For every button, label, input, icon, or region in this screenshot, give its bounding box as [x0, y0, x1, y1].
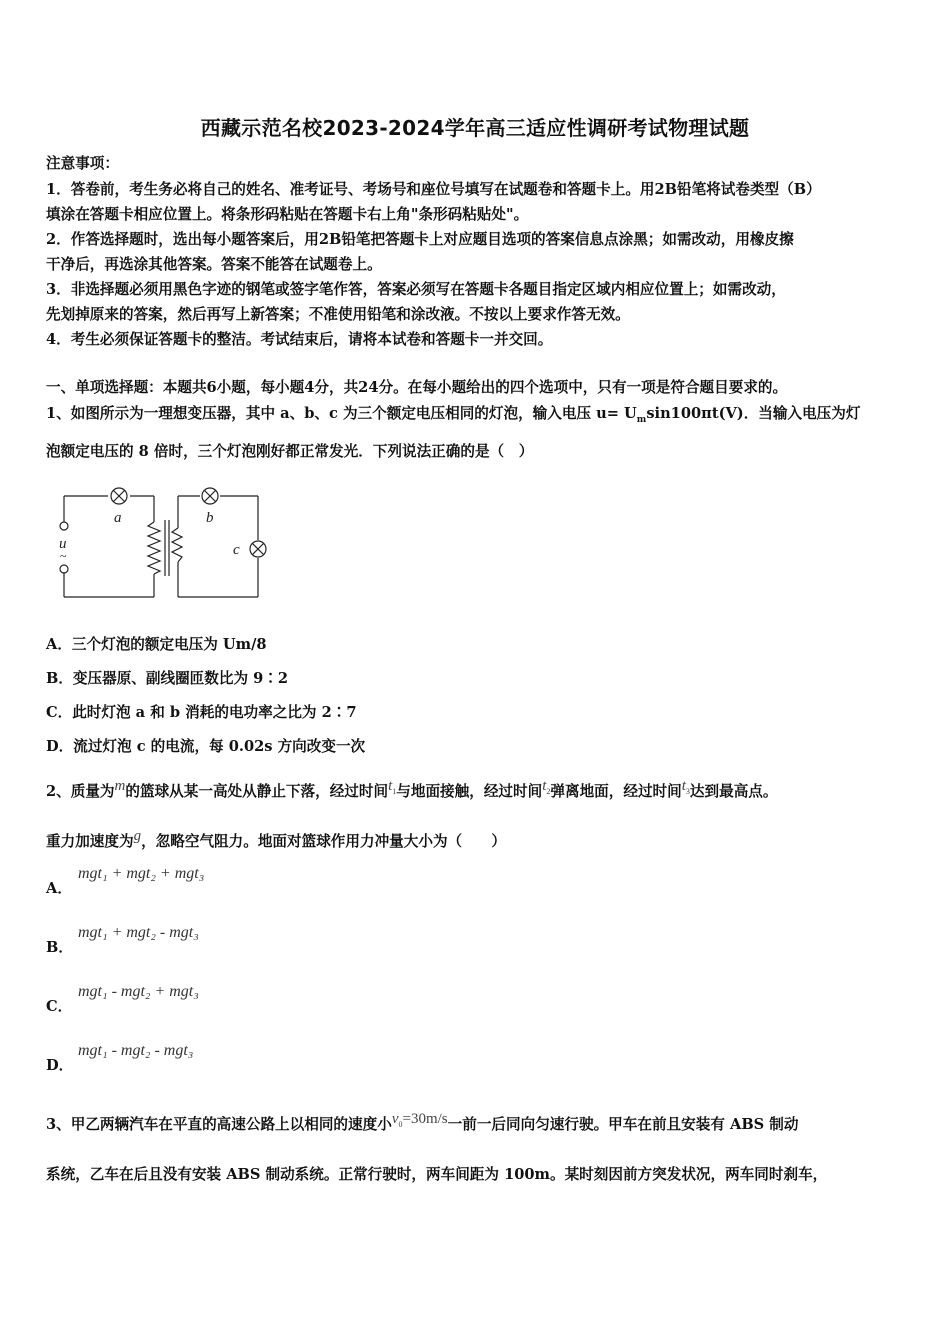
q1-stem-line-1: 1、如图所示为一理想变压器，其中 a、b、c 为三个额定电压相同的灯泡，输入电压 $u= U_m\sin 100\pi t(V)$．当输入电压为灯 [46, 405, 861, 425]
q1-option-a[interactable]: A．三个灯泡的额定电压为 Um/8 [46, 636, 267, 653]
q1-stem-line-2: 泡额定电压的 8 倍时，三个灯泡刚好都正常发光．下列说法正确的是（ ） [46, 443, 534, 460]
q3-stem-line-1: 3、甲乙两辆汽车在平直的高速公路上以相同的速度小$v_0=30m/s$一前一后同向匀速行驶。甲车在前且安装有 ABS 制动 [46, 1111, 799, 1133]
q3-stem-line-2: 系统，乙车在后且没有安装 ABS 制动系统。正常行驶时，两车间距为 100m。某时刻因前方突发状况，两车同时刹车， [46, 1166, 828, 1183]
notice-line-1: 1．答卷前，考生务必将自己的姓名、准考证号、考场号和座位号填写在试题卷和答题卡上。用2B铅笔将试卷类型（B） [46, 181, 821, 198]
label-b: b [206, 510, 214, 526]
notice-line-7: 4．考生必须保证答题卡的整洁。考试结束后，请将本试卷和答题卡一并交回。 [46, 331, 553, 348]
q2-stem-line-2: 重力加速度为g，忽略空气阻力。地面对篮球作用力冲量大小为（ ） [46, 828, 506, 850]
label-u: u [59, 536, 67, 552]
q1-option-b[interactable]: B．变压器原、副线圈匝数比为 9∶2 [46, 670, 289, 687]
q2-option-c-expr[interactable]: mgt₁ - mgt₂ + mgt₃ [78, 983, 199, 1000]
notice-line-2: 填涂在答题卡相应位置上。将条形码粘贴在答题卡右上角"条形码粘贴处"。 [46, 206, 529, 223]
lamp-c-icon [250, 541, 266, 557]
label-ac: ~ [60, 549, 67, 563]
q2-option-a-label[interactable]: A． [46, 880, 72, 897]
lamp-b-icon [202, 488, 218, 504]
q2-option-b-label[interactable]: B． [46, 939, 73, 956]
notice-line-6: 先划掉原来的答案，然后再写上新答案；不准使用铅笔和涂改液。不按以上要求作答无效。 [46, 306, 630, 323]
label-a: a [114, 510, 122, 526]
page-title: 西藏示范名校2023-2024学年高三适应性调研考试物理试题 [200, 116, 750, 140]
q1-option-c[interactable]: C．此时灯泡 a 和 b 消耗的电功率之比为 2∶7 [46, 704, 357, 721]
section-heading: 一、单项选择题：本题共6小题，每小题4分，共24分。在每小题给出的四个选项中，只有一项是符合题目要求的。 [46, 379, 788, 396]
notice-heading: 注意事项： [46, 155, 119, 172]
q1-option-d[interactable]: D．流过灯泡 c 的电流，每 0.02s 方向改变一次 [46, 738, 366, 755]
q2-option-d-expr[interactable]: mgt₁ - mgt₂ - mgt₃ [78, 1042, 194, 1059]
q2-option-a-expr[interactable]: mgt₁ + mgt₂ + mgt₃ [78, 865, 205, 882]
q2-option-c-label[interactable]: C． [46, 998, 73, 1015]
notice-line-3: 2．作答选择题时，选出每小题答案后，用2B铅笔把答题卡上对应题目选项的答案信息点涂黑；如需改动，用橡皮擦 [46, 231, 794, 248]
notice-line-4: 干净后，再选涂其他答案。答案不能答在试题卷上。 [46, 256, 382, 273]
transformer-circuit-diagram [50, 476, 280, 611]
lamp-a-icon [111, 488, 127, 504]
notice-line-5: 3．非选择题必须用黑色字迹的钢笔或签字笔作答，答案必须写在答题卡各题目指定区域内相应位置上；如需改动， [46, 281, 786, 298]
q2-option-b-expr[interactable]: mgt₁ + mgt₂ - mgt₃ [78, 924, 199, 941]
q2-stem-line-1: 2、质量为m的篮球从某一高处从静止下落，经过时间$t_1$与地面接触，经过时间$t_2$弹离地面，经过时间$t_3$达到最高点。 [46, 778, 778, 800]
q2-option-d-label[interactable]: D． [46, 1057, 74, 1074]
label-c: c [233, 542, 240, 558]
